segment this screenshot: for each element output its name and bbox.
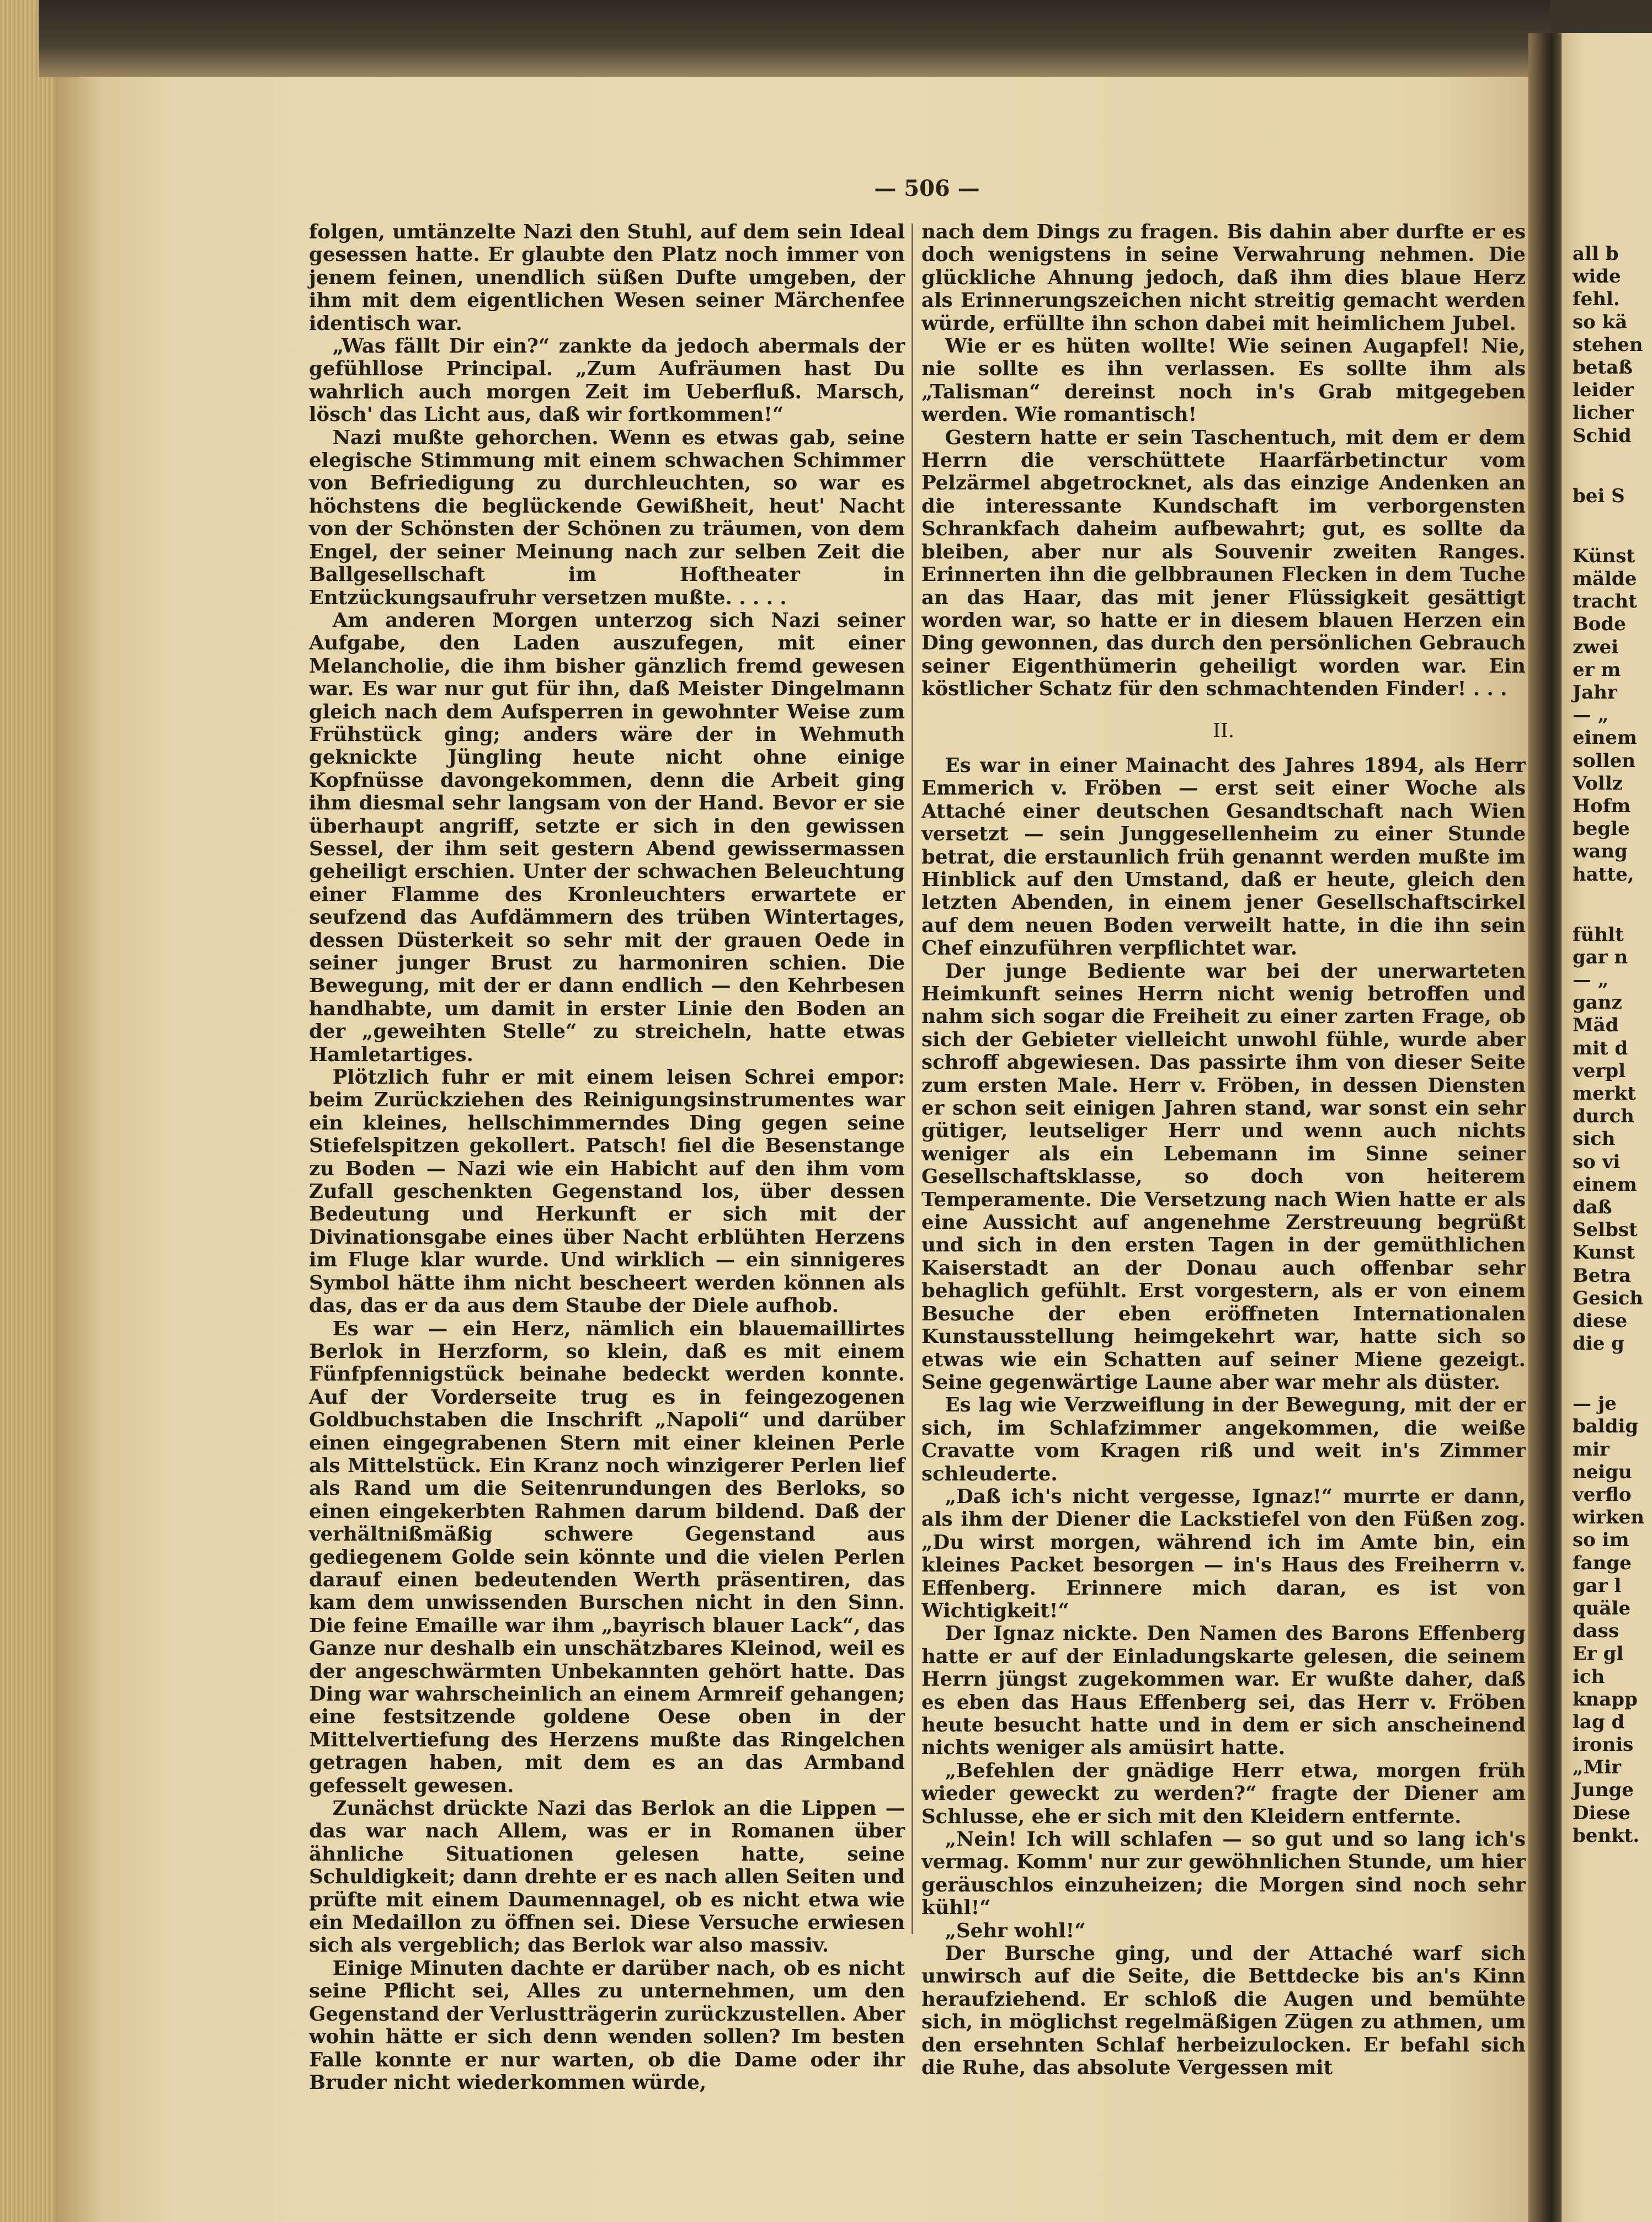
- facing-page-line: fühlt: [1573, 923, 1624, 946]
- paragraph: „Daß ich's nicht vergesse, Ignaz!“ murrte er dann, als ihm der Diener die Lackstiefel von den Füßen zog. „Du wirst morgen, während ich im Amte bin, ein kleines Packet besorgen — in's Haus des Freiherrn v. Effenberg. Erinnere mich daran, es ist von Wichtigkeit!“: [921, 1485, 1526, 1622]
- facing-page-line: benkt.: [1573, 1824, 1640, 1847]
- facing-page-line: sollen: [1573, 749, 1636, 772]
- paragraph: Am anderen Morgen unterzog sich Nazi seiner Aufgabe, den Laden auszufegen, mit einer Melancholie, die ihm bisher gänzlich fremd gewesen war. Es war nur gut für ihn, daß Meister Dingelmann gleich nach dem Aufsperren in gewohnter Weise zum Frühstück ging; anders wäre der in Wehmuth geknickte Jüngling heute nicht ohne einige Kopfnüsse davongekommen, denn die Arbeit ging ihm diesmal sehr langsam von der Hand. Bevor er sie überhaupt angriff, setzte er sich in den gewissen Sessel, der ihm seit gestern Abend gewissermassen geheiligt erschien. Unter der schwachen Beleuchtung einer Flamme des Kronleuchters erwartete er seufzend das Aufdämmern des trüben Wintertages, dessen Düsterkeit so sehr mit der grauen Oede in seiner junger Brust zu harmoniren schien. Die Bewegung, mit der er dann endlich — den Kehrbesen handhabte, um damit in erster Linie den Boden an der „geweihten Stelle“ zu streicheln, hatte etwas Hamletartiges.: [309, 609, 905, 1066]
- facing-page-line: einem: [1573, 727, 1637, 749]
- facing-page-line: sich: [1573, 1128, 1616, 1150]
- facing-page-line: hatte,: [1573, 863, 1634, 886]
- facing-page-line: quäle: [1573, 1597, 1631, 1619]
- paragraph: Wie er es hüten wollte! Wie seinen Augapfel! Nie, nie sollte es ihn verlassen. Es sollte ihm als „Talisman“ dereinst noch in's Grab mitgegeben werden. Wie romantisch!: [921, 335, 1526, 427]
- facing-page-line: tracht: [1573, 590, 1637, 613]
- facing-page-line: Künst: [1573, 545, 1635, 567]
- facing-page-line: bei S: [1573, 484, 1625, 507]
- facing-page-line: baldig: [1573, 1415, 1639, 1438]
- facing-page-line: ganz: [1573, 992, 1622, 1014]
- facing-page-line: [1573, 1355, 1646, 1393]
- paragraph: „Befehlen der gnädige Herr etwa, morgen früh wieder geweckt zu werden?“ fragte der Diener am Schlusse, ehe er sich mit den Kleidern entfernte.: [921, 1759, 1526, 1828]
- facing-page-text: [1573, 243, 1646, 1847]
- paragraph: folgen, umtänzelte Nazi den Stuhl, auf dem sein Ideal gesessen hatte. Er glaubte den Platz noch immer von jenem feinen, unendlich süßen Dufte umgeben, der ihm mit dem eigentlichen Wesen seiner Märchenfee identisch war.: [309, 221, 905, 335]
- paragraph: Es lag wie Verzweiflung in der Bewegung, mit der er sich, im Schlafzimmer angekommen, die weiße Cravatte vom Kragen riß und weit in's Zimmer schleuderte.: [921, 1394, 1526, 1485]
- facing-page: [1562, 33, 1652, 2222]
- facing-page-line: Kunst: [1573, 1241, 1635, 1264]
- facing-page-line: lag d: [1573, 1711, 1625, 1733]
- paragraph: Der Bursche ging, und der Attaché warf sich unwirsch auf die Seite, die Bettdecke bis an's Kinn heraufziehend. Er schloß die Augen und bemühte sich, in möglichst regelmäßigen Zügen zu athmen, um den ersehnten Schlaf herbeizulocken. Er befahl sich die Ruhe, das absolute Vergessen mit: [921, 1942, 1526, 2080]
- facing-page-line: zwei: [1573, 636, 1619, 658]
- facing-page-line: all b: [1573, 243, 1619, 265]
- paragraph: „Was fällt Dir ein?“ zankte da jedoch abermals der gefühllose Principal. „Zum Aufräumen hast Du wahrlich auch morgen Zeit im Ueberfluß. Marsch, lösch' das Licht aus, daß wir fortkommen!“: [309, 335, 905, 427]
- facing-page-line: Bode: [1573, 613, 1626, 636]
- facing-page-line: dass: [1573, 1620, 1619, 1643]
- facing-page-line: verpl: [1573, 1059, 1626, 1082]
- facing-page-line: betaß: [1573, 356, 1633, 379]
- facing-page-line: wide: [1573, 265, 1621, 288]
- facing-page-line: Jahr: [1573, 681, 1617, 704]
- facing-page-line: durch: [1573, 1105, 1634, 1128]
- facing-page-line: wirken: [1573, 1506, 1645, 1529]
- facing-page-line: licher: [1573, 402, 1634, 424]
- facing-page-line: diese: [1573, 1309, 1628, 1332]
- facing-page-line: „Mir: [1573, 1756, 1622, 1779]
- paragraph: Plötzlich fuhr er mit einem leisen Schrei empor: beim Zurückziehen des Reinigungsinstrumentes war ein kleines, hellschimmerndes Ding gegen seine Stiefelspitzen gekollert. Patsch! fiel die Besenstange zu Boden — Nazi wie ein Habicht auf den ihm vom Zufall geschenkten Gegenstand los, über dessen Bedeutung und Herkunft er sich mit der Divinationsgabe eines über Nacht erblühten Herzens im Fluge klar wurde. Und wirklich — ein sinnigeres Symbol hätte ihm nicht bescheert werden können als das, das er da aus dem Staube der Diele aufhob.: [309, 1066, 905, 1318]
- facing-page-line: so im: [1573, 1529, 1629, 1552]
- paragraph: Der Ignaz nickte. Den Namen des Barons Effenberg hatte er auf der Einladungskarte gelesen, die seinem Herrn jüngst zugekommen war. Er wußte daher, daß es eben das Haus Effenberg sei, das Herr v. Fröben heute besucht hatte und in dem er sich anscheinend nichts weniger als amüsirt hatte.: [921, 1622, 1526, 1760]
- paragraph: „Sehr wohl!“: [945, 1919, 1086, 1942]
- facing-page-line: Schid: [1573, 424, 1632, 447]
- paragraph: Gestern hatte er sein Taschentuch, mit dem er dem Herrn die verschüttete Haarfärbetinctur vom Pelzärmel abgetrocknet, als das einzige Andenken an die interessante Kundschaft im verborgensten Schrankfach daheim aufbewahrt; gut, es sollte da bleiben, aber nur als Souvenir zweiten Ranges. Erinnerten ihn die gelbbraunen Flecken in dem Tuche an das Haar, das mit jener Flüssigkeit gesättigt worden war, so hatte er in diesem blauen Herzen ein Ding gewonnen, das durch den persönlichen Gebrauch seiner Eigenthümerin geheiligt worden war. Ein köstlicher Schatz für den schmachtenden Finder! . . .: [921, 426, 1526, 701]
- facing-page-line: gar l: [1573, 1574, 1622, 1597]
- facing-page-line: wang: [1573, 840, 1628, 863]
- page-number: — 506 —: [874, 175, 980, 201]
- facing-page-line: gar n: [1573, 946, 1628, 968]
- facing-page-line: [1573, 886, 1646, 924]
- facing-page-line: neigu: [1573, 1461, 1632, 1483]
- facing-page-line: Vollz: [1573, 772, 1623, 795]
- facing-page-line: mit d: [1573, 1037, 1628, 1059]
- facing-page-line: knapp: [1573, 1688, 1638, 1711]
- facing-page-line: stehen: [1573, 333, 1643, 356]
- facing-page-line: fehl.: [1573, 288, 1620, 311]
- paragraph: Es war — ein Herz, nämlich ein blauemaillirtes Berlok in Herzform, so klein, daß es mit einem Fünfpfennigstück beinahe bedeckt werden konnte. Auf der Vorderseite trug es in feingezogenen Goldbuchstaben die Inschrift „Napoli“ und darüber einen eingegrabenen Stern mit einer kleinen Perle als Mittelstück. Ein Kranz noch winzigerer Perlen lief als Rand um die Seitenrundungen des Berloks, so einen eingekerbten Rahmen darum bildend. Daß der verhältnißmäßig schwere Gegenstand aus gediegenem Golde sein könnte und die vielen Perlen darauf einen bedeutenden Werth präsentiren, das kam dem unwissenden Burschen nicht in den Sinn. Die feine Emaille war ihm „bayrisch blauer Lack“, das Ganze nur deshalb ein unschätzbares Kleinod, weil es der angeschwärmten Unbekannten gehört hatte. Das Ding war wahrscheinlich an einem Armreif gehangen; eine festsitzende goldene Oese oben in der Mittelvertiefung des Herzens mußte das Ringelchen getragen haben, mit dem es an das Armband gefesselt gewesen.: [309, 1317, 905, 1797]
- facing-page-line: [1573, 447, 1646, 485]
- facing-page-line: Betra: [1573, 1264, 1632, 1287]
- facing-page-line: Junge: [1573, 1779, 1634, 1802]
- facing-page-line: — „: [1573, 969, 1609, 992]
- facing-page-line: daß: [1573, 1196, 1612, 1218]
- facing-page-line: mir: [1573, 1438, 1610, 1461]
- facing-page-line: leider: [1573, 379, 1634, 402]
- facing-page-line: — „: [1573, 704, 1609, 727]
- facing-page-line: merkt: [1573, 1083, 1636, 1105]
- paragraph: Nazi mußte gehorchen. Wenn es etwas gab, seine elegische Stimmung mit einem schwachen Schimmer von Befriedigung zu durchleuchten, so war es höchstens die beglückende Gewißheit, heut' Nacht von der Schönsten der Schönen zu träumen, von dem Engel, der seiner Meinung nach zur selben Zeit die Ballgesellschaft im Hoftheater in Entzückungsaufruhr versetzen mußte. . . . .: [309, 426, 905, 609]
- right-text-column: [921, 221, 1526, 2080]
- facing-page-line: so vi: [1573, 1150, 1621, 1173]
- facing-page-line: — je: [1573, 1393, 1617, 1415]
- facing-page-line: [1573, 508, 1646, 545]
- paragraph: Einige Minuten dachte er darüber nach, ob es nicht seine Pflicht sei, Alles zu unternehmen, um den Gegenstand der Verlustträgerin zurückzustellen. Aber wohin hätte er sich denn wenden sollen? Im besten Falle konnte er nur warten, ob die Dame oder ihr Bruder nicht wiederkommen würde,: [309, 1957, 905, 2094]
- paragraph: „Nein! Ich will schlafen — so gut und so lang ich's vermag. Komm' nur zur gewöhnlichen Stunde, um hier geräuschlos einzuheizen; die Morgen sind noch sehr kühl!“: [921, 1828, 1526, 1920]
- paragraph: Der junge Bediente war bei der unerwarteten Heimkunft seines Herrn nicht wenig betroffen und nahm sich sogar die Freiheit zu einer zarten Frage, ob sich der Gebieter vielleicht unwohl fühle, wurde aber schroff abgewiesen. Das passirte ihm von dieser Seite zum ersten Male. Herr v. Fröben, in dessen Diensten er schon seit einigen Jahren stand, war sonst ein sehr gütiger, leutseliger Herr und wenn auch nichts weniger als ein Lebemann im Sinne seiner Gesellschaftsklasse, so doch von heiterem Temperamente. Die Versetzung nach Wien hatte er als eine Aussicht auf angenehme Zerstreuung begrüßt und sich in den ersten Tagen in der gemüthlichen Kaiserstadt an der Donau auch offenbar sehr behaglich gefühlt. Erst vorgestern, als er von einem Besuche der eben eröffneten Internationalen Kunstausstellung heimgekehrt war, hatte sich so etwas wie ein Schatten auf seiner Miene gezeigt. Seine gegenwärtige Laune aber war mehr als düster.: [921, 960, 1526, 1394]
- left-text-column: [309, 221, 905, 2094]
- facing-page-line: so kä: [1573, 311, 1628, 333]
- facing-page-line: Selbst: [1573, 1219, 1638, 1241]
- paragraph: Es war in einer Mainacht des Jahres 1894, als Herr Emmerich v. Fröben — erst seit einer Woche als Attaché einer deutschen Gesandtschaft nach Wien versetzt — sein Junggesellenheim zu einer Stunde betrat, die erstaunlich früh genannt werden mußte im Hinblick auf den Umstand, daß er heute, gleich den letzten Abenden, in einem jener Gesellschaftscirkel auf dem neuen Boden verweilt hatte, in die ihn sein Chef einzuführen verpflichtet war.: [921, 754, 1526, 960]
- facing-page-line: die g: [1573, 1333, 1624, 1355]
- facing-page-line: fange: [1573, 1552, 1632, 1574]
- facing-page-line: einem: [1573, 1173, 1637, 1196]
- facing-page-line: ironis: [1573, 1734, 1634, 1756]
- facing-page-line: mälde: [1573, 568, 1637, 590]
- paragraph: nach dem Dings zu fragen. Bis dahin aber durfte er es doch wenigstens in seine Verwahrung nehmen. Die glückliche Ahnung jedoch, daß ihm dies blaue Herz als Erinnerungszeichen nicht streitig gemacht werden würde, erfüllte ihn schon dabei mit heimlichem Jubel.: [921, 221, 1526, 335]
- section-heading: II.: [1212, 719, 1235, 742]
- facing-page-line: verflo: [1573, 1484, 1632, 1506]
- facing-page-line: Hofm: [1573, 795, 1631, 817]
- facing-page-line: Er gl: [1573, 1643, 1624, 1665]
- column-divider: [912, 223, 913, 1934]
- facing-page-line: begle: [1573, 818, 1630, 840]
- paragraph: Zunächst drückte Nazi das Berlok an die Lippen — das war nach Allem, was er in Romanen über ähnliche Situationen gelesen hatte, seine Schuldigkeit; dann drehte er es nach allen Seiten und prüfte mit einem Daumennagel, ob es nicht etwa wie ein Medaillon zu öffnen sei. Diese Versuche erwiesen sich als vergeblich; das Berlok war also massiv.: [309, 1797, 905, 1957]
- book-top-edge: [39, 0, 1550, 77]
- facing-page-line: Gesich: [1573, 1287, 1644, 1309]
- facing-page-line: ich: [1573, 1665, 1605, 1688]
- facing-page-line: er m: [1573, 658, 1621, 681]
- facing-page-line: Diese: [1573, 1802, 1630, 1824]
- facing-page-line: Mäd: [1573, 1014, 1619, 1037]
